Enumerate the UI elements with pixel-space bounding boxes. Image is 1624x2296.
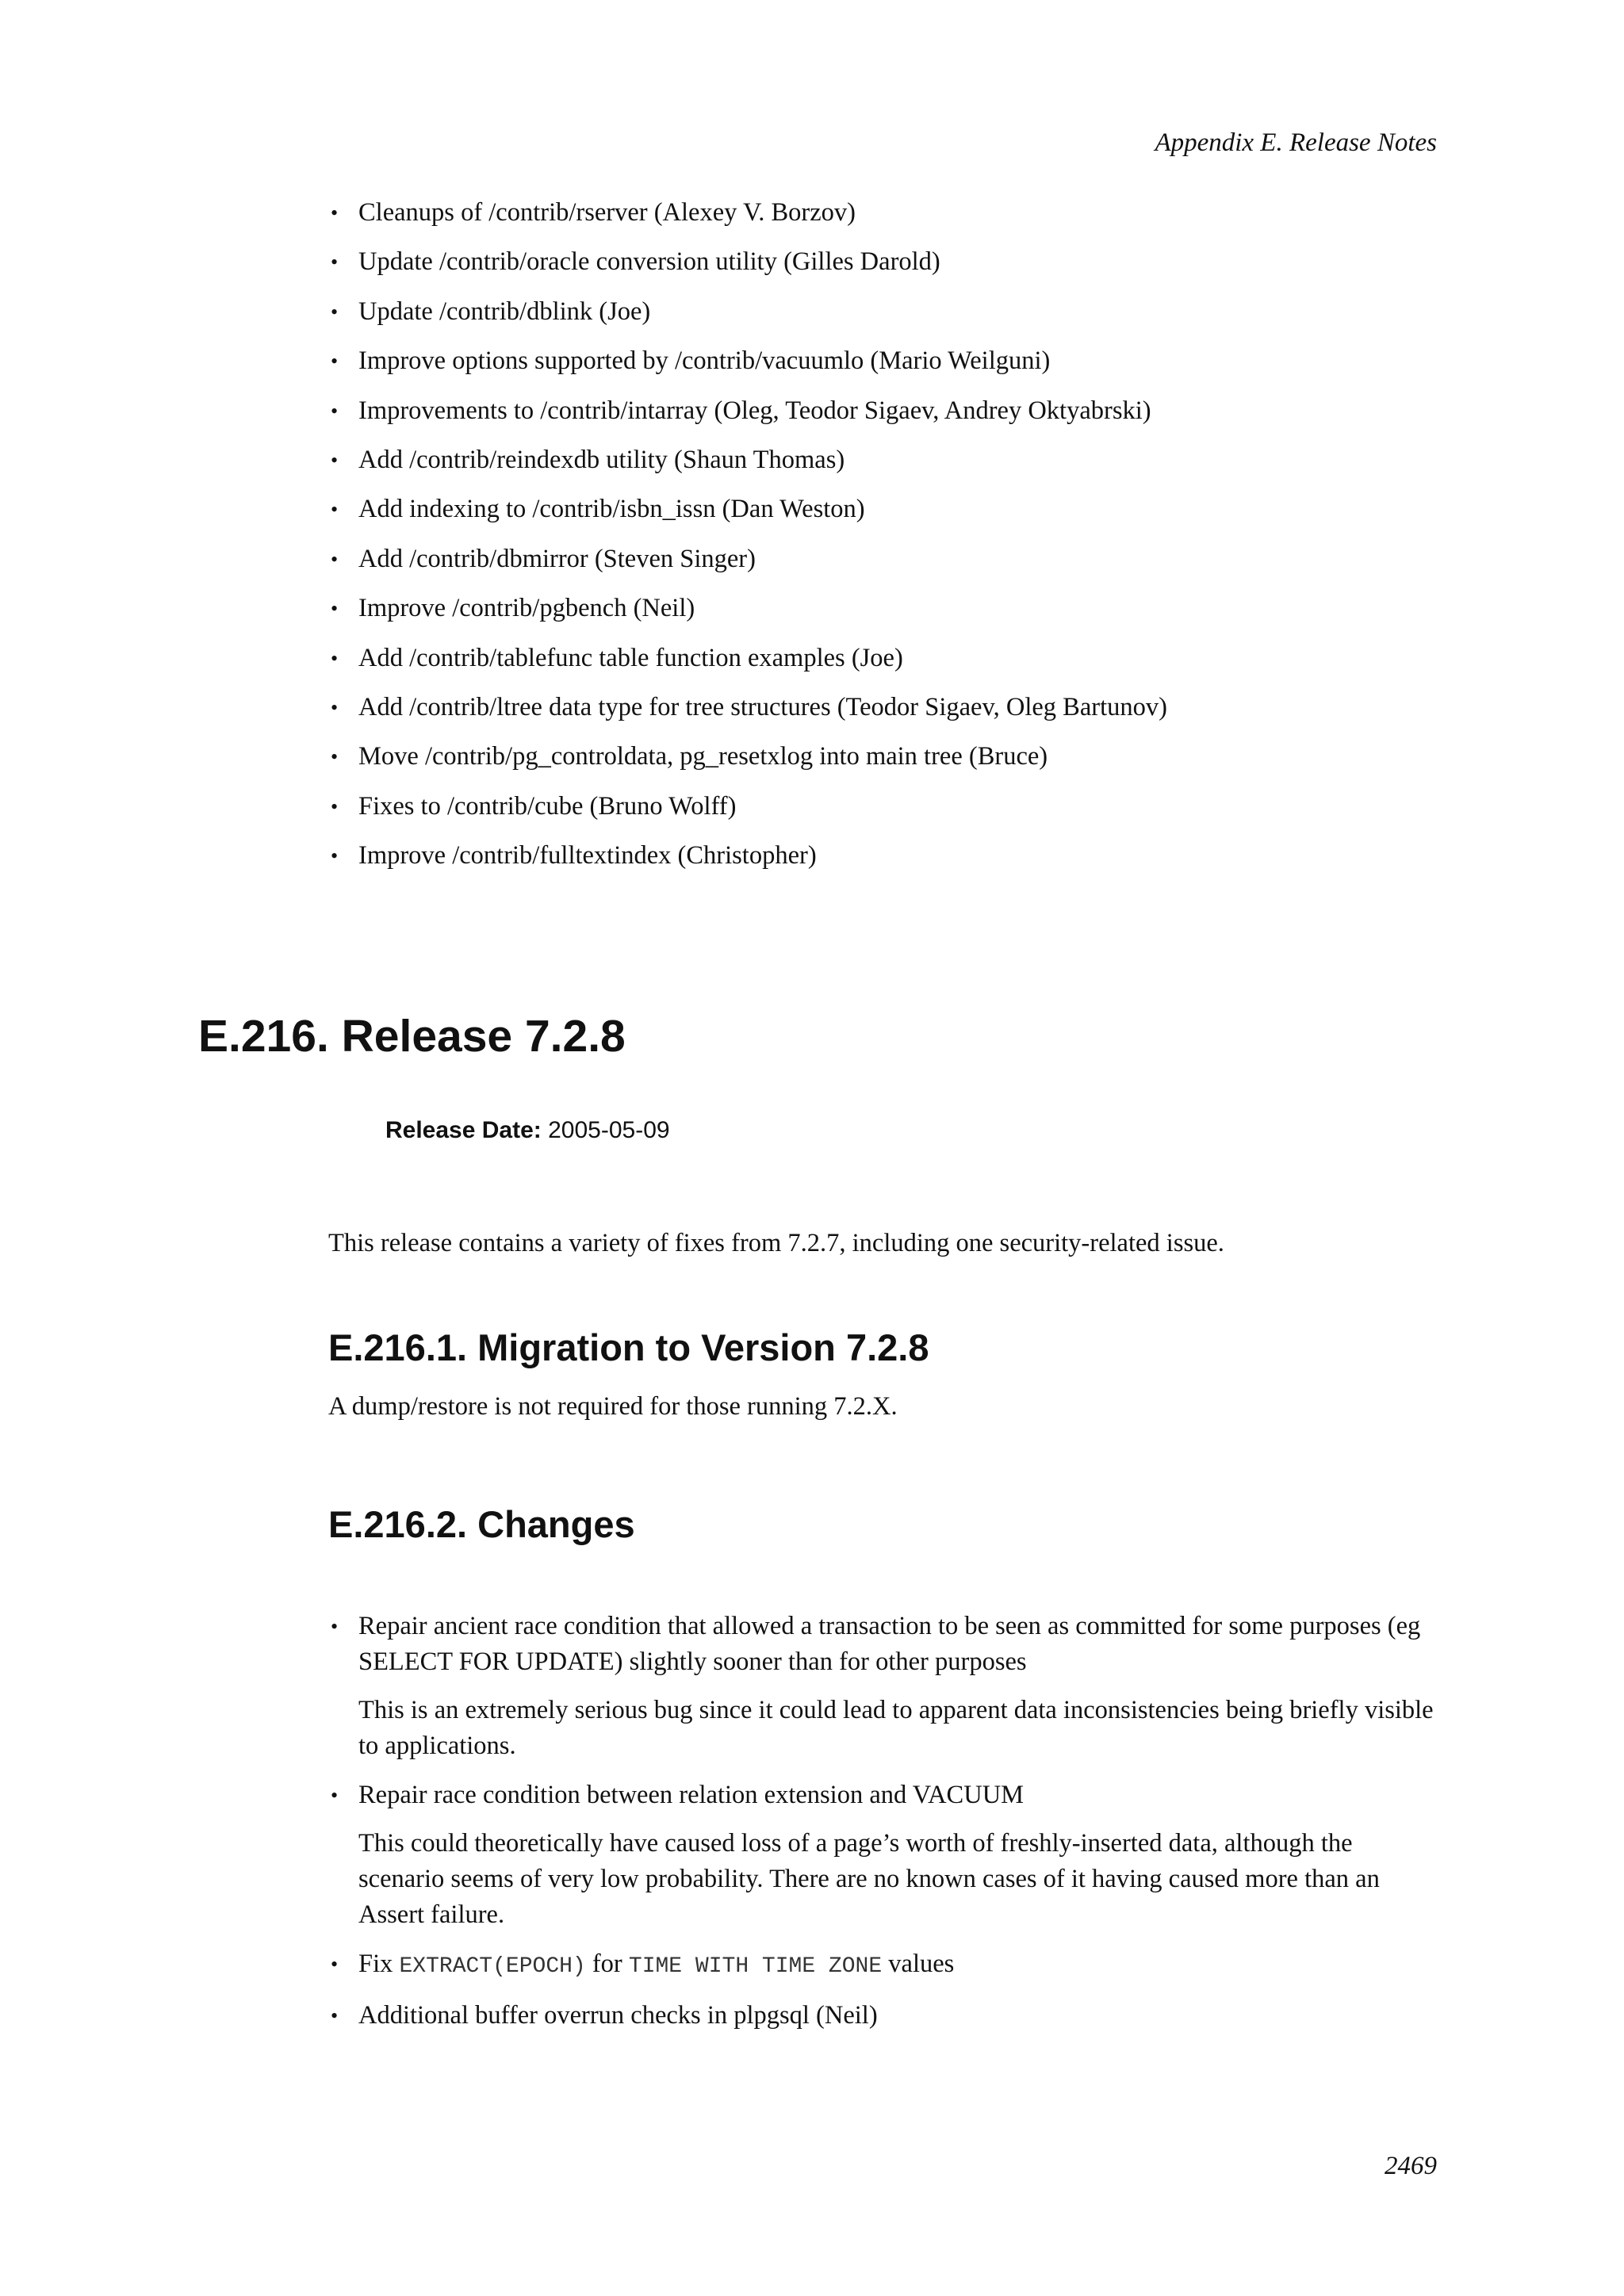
list-item: • Update /contrib/dblink (Joe) (328, 294, 1437, 330)
release-date-label: Release Date: (385, 1117, 542, 1143)
code-literal: EXTRACT(EPOCH) (399, 1954, 586, 1979)
list-item: • Move /contrib/pg_controldata, pg_resetxlog into main tree (Bruce) (328, 739, 1437, 775)
change-text: Repair ancient race condition that allowed a transaction to be seen as committed for some purposes (eg SELECT FOR UPDATE) slightly sooner than for other purposes (358, 1612, 1421, 1676)
list-item: • Improvements to /contrib/intarray (Oleg, Teodor Sigaev, Andrey Oktyabrski) (328, 393, 1437, 429)
list-item: • Add /contrib/tablefunc table function examples (Joe) (328, 641, 1437, 676)
list-item: • Add /contrib/reindexdb utility (Shaun Thomas) (328, 442, 1437, 478)
intro-paragraph: This release contains a variety of fixes from 7.2.7, including one security-related issue. (328, 1229, 1224, 1257)
list-item: • Add indexing to /contrib/isbn_issn (Dan Weston) (328, 492, 1437, 527)
page-number: 2469 (1385, 2152, 1437, 2180)
change-text: Fix (358, 1950, 393, 1978)
change-detail: This could theoretically have caused loss of a page’s worth of freshly-inserted data, although the scenario seems of very low probability. There are no known cases of it having caused more than an Assert failure. (358, 1829, 1380, 1929)
change-text: Repair race condition between relation extension and VACUUM (358, 1781, 1025, 1809)
changes-title: E.216.2. Changes (328, 1503, 635, 1545)
contrib-changes-list (328, 195, 1437, 887)
list-item: • Improve /contrib/fulltextindex (Christopher) (328, 838, 1437, 874)
list-item: • Update /contrib/oracle conversion utility (Gilles Darold) (328, 244, 1437, 280)
changes-list (328, 1609, 1437, 2047)
running-header: Appendix E. Release Notes (1155, 128, 1437, 157)
list-item (328, 1777, 1437, 1933)
migration-paragraph: A dump/restore is not required for those running 7.2.X. (328, 1392, 898, 1421)
migration-title: E.216.1. Migration to Version 7.2.8 (328, 1326, 929, 1368)
list-item (328, 1609, 1437, 1764)
list-item: • Cleanups of /contrib/rserver (Alexey V. Borzov) (328, 195, 1437, 231)
release-date-line (385, 1117, 670, 1144)
section-title: E.216. Release 7.2.8 (198, 1011, 626, 1062)
list-item: • Improve options supported by /contrib/vacuumlo (Mario Weilguni) (328, 343, 1437, 379)
release-date-value: 2005-05-09 (548, 1117, 670, 1143)
list-item: • Add /contrib/ltree data type for tree structures (Teodor Sigaev, Oleg Bartunov) (328, 690, 1437, 725)
list-item: • Add /contrib/dbmirror (Steven Singer) (328, 541, 1437, 577)
change-text: Additional buffer overrun checks in plpgsql (Neil) (358, 2001, 878, 2030)
list-item: • Fixes to /contrib/cube (Bruno Wolff) (328, 789, 1437, 825)
list-item (328, 1998, 1437, 2034)
list-item: • Improve /contrib/pgbench (Neil) (328, 591, 1437, 626)
list-item (328, 1946, 1437, 1984)
change-text: for (592, 1950, 622, 1978)
change-detail: This is an extremely serious bug since it could lead to apparent data inconsistencies being briefly visible to applications. (358, 1696, 1434, 1760)
change-text: values (888, 1950, 955, 1978)
code-literal: TIME WITH TIME ZONE (628, 1954, 883, 1979)
